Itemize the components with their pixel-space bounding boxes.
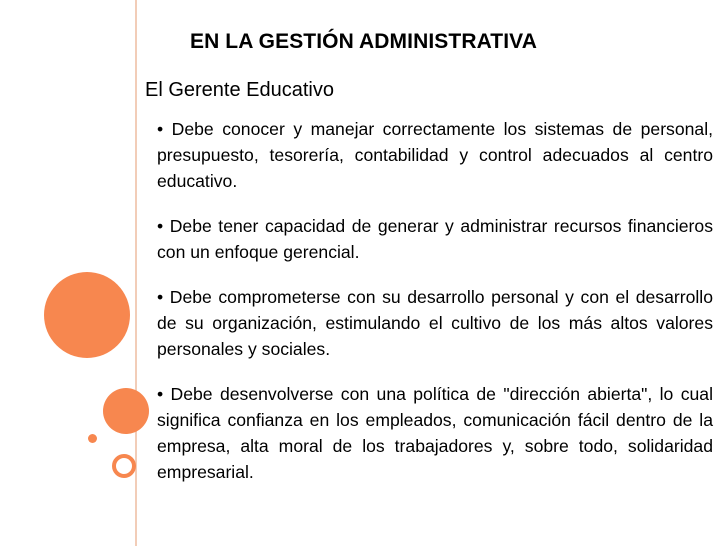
slide-title: EN LA GESTIÓN ADMINISTRATIVA [190,30,537,53]
bullet-item: • Debe desenvolverse con una política de "dirección abierta", lo cual significa confianza en los empleados, comunicación fácil dentro de la empresa, alta moral de los trabajadores y, sobre todo, solidaridad empresarial. [157,384,713,482]
bullet-item: • Debe tener capacidad de generar y administrar recursos financieros con un enfoque gerencial. [157,216,713,262]
bullet-item: • Debe conocer y manejar correctamente los sistemas de personal, presupuesto, tesorería, contabilidad y control adecuados al centro educativo. [157,119,713,191]
bullet-item: • Debe comprometerse con su desarrollo personal y con el desarrollo de su organización, estimulando el cultivo de los más altos valores personales y sociales. [157,287,713,359]
bullet-list [157,116,713,504]
slide-subtitle: El Gerente Educativo [145,79,334,101]
decor-circle-medium [103,388,149,434]
decor-circle-ring [112,454,136,478]
decor-circle-dot [88,434,97,443]
decor-circle-large [44,272,130,358]
